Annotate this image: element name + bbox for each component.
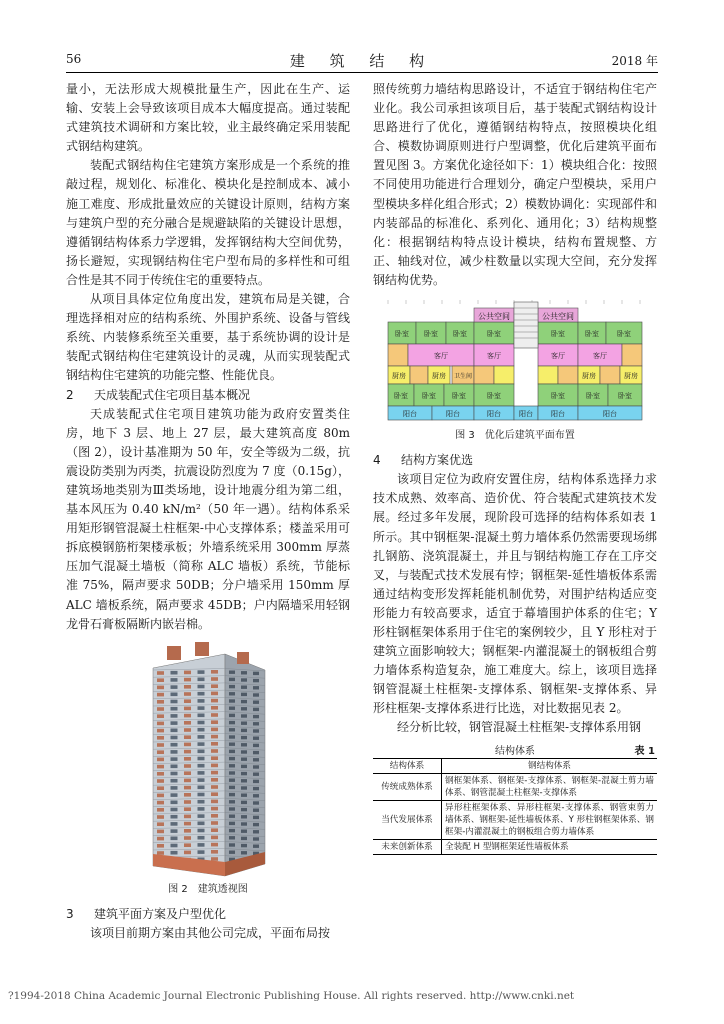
plan-room-label: 厨房	[582, 372, 596, 381]
table-title-text: 结构体系	[495, 745, 535, 757]
plan-room-label: 卧室	[586, 392, 600, 401]
left-column	[66, 80, 350, 943]
floor-plan-figure	[382, 298, 648, 426]
paragraph: 照传统剪力墙结构思路设计，不适宜于钢结构住宅产业化。我公司承担该项目后，基于装配式钢结构设计思路进行了优化，遵循钢结构特点，按照模块化组合、模数协调原则进行户型调整，优化后建筑平面布置见图 3。方案优化途径如下：1）模块组合化：按照不同使用功能进行合理划分，确定户型模块，采用户型模块多样化组合形式；2）模数协调化：实现部件和内装部品的标准化、系列化、通用化；3）结构规整化：根据钢结构特点设计模块，结构布置规整、方正、轴线对位，减少柱数量以实现大空间，充分发挥钢结构优势。	[373, 82, 657, 287]
plan-room-label: 卧室	[424, 330, 438, 339]
plan-room-label: 客厅	[434, 352, 448, 361]
figure-2-caption: 图 2 建筑透视图	[168, 883, 248, 895]
paragraph: 经分析比较，钢管混凝土柱框架-支撑体系用钢	[397, 720, 642, 735]
table-row	[373, 839, 657, 854]
paragraph: 装配式钢结构住宅建筑方案形成是一个系统的推敲过程，规划化、标准化、模块化是控制成本、减小施工难度、形成批量效应的关键设计原则，结构方案与建筑户型的充分融合是规避缺陷的关键设计思想，遵循钢结构体系力学逻辑，发挥钢结构大空间优势，扬长避短，实现钢结构住宅户型布局的多样性和可组合性是其不同于传统住宅的重要特点。	[66, 158, 350, 287]
copyright-footer: ?1994-2018 China Academic Journal Electronic Publishing House. All rights reserved. http://www.cnki.net	[8, 990, 575, 1002]
building-perspective-figure	[133, 640, 283, 880]
plan-room-label: 卧室	[551, 330, 565, 339]
plan-room-label: 卧室	[585, 330, 599, 339]
plan-room-label: 卧室	[617, 330, 631, 339]
journal-title: 建 筑 结 构	[289, 52, 435, 70]
table-row	[373, 773, 657, 800]
table-cell: 异形柱框架体系、异形柱框架-支撑体系、钢管束剪力墙体系、钢框架-延性墙板体系、Y 形柱钢框架体系、钢框架-内灌混凝土的钢板组合剪力墙体系	[442, 800, 658, 839]
plan-room-label: 阳台	[603, 410, 617, 419]
table-cell: 传统成熟体系	[373, 773, 442, 800]
plan-room-label: 厨房	[392, 372, 406, 381]
plan-room-label: 客厅	[487, 352, 501, 361]
table-row	[373, 800, 657, 839]
plan-room-label: 阳台	[551, 410, 565, 419]
section-heading-4: 4 结构方案优选	[373, 453, 474, 468]
table-cell: 全装配 H 型钢框架延性墙板体系	[442, 839, 658, 854]
plan-label-public: 公共空间	[478, 312, 510, 322]
plan-room-label: 客厅	[551, 352, 565, 361]
table-header-cell: 钢结构体系	[442, 758, 658, 773]
plan-room-label: 阳台	[446, 410, 460, 419]
header-rule	[66, 72, 658, 73]
plan-room-label: 厨房	[432, 372, 446, 381]
plan-room-label: 卧室	[487, 330, 501, 339]
paragraph: 天成装配式住宅项目建筑功能为政府安置类住房，地下 3 层、地上 27 层，最大建筑高度 80m（图 2），设计基准期为 50 年，安全等级为二级，抗震设防类别为丙类，抗震设防烈度为 7 度（0.15g），建筑场地类别为Ⅲ类场地，设计地震分组为第二组，基本风压为 0.40 kN/m²（50 年一遇）。结构体系采用矩形钢管混凝土柱框架-中心支撑体系；楼盖采用可拆底模钢筋桁架楼承板；外墙系统采用 300mm 厚蒸压加气混凝土墙板（简称 ALC 墙板）系统，节能标准 75%，隔声要求 50DB；分户墙采用 150mm 厚 ALC 墙板系统，隔声要求 45DB；户内隔墙采用轻钢龙骨石膏板隔断内嵌岩棉。	[66, 406, 350, 631]
plan-room-label: 阳台	[519, 410, 533, 419]
table-cell: 未来创新体系	[373, 839, 442, 854]
plan-room-label: 卧室	[487, 392, 501, 401]
running-header	[66, 52, 658, 70]
paragraph: 从项目具体定位角度出发，建筑布局是关键，合理选择相对应的结构系统、外围护系统、设备与管线系统、内装修系统至关重要，基于系统协调的设计是装配式钢结构住宅建筑设计的灵魂，从而实现装配式钢结构住宅建筑的功能完整、性能优良。	[66, 292, 350, 383]
section-heading-3: 3 建筑平面方案及户型优化	[66, 906, 227, 921]
paragraph: 该项目定位为政府安置住房，结构体系选择力求技术成熟、效率高、造价优、符合装配式建筑技术发展。经过多年发展，现阶段可选择的结构体系如表 1 所示。其中钢框架-混凝土剪力墙体系仍然需要现场绑扎钢筋、浇筑混凝土，并且与钢结构施工存在工序交叉，与装配式技术发展有悖；钢框架-延性墙板体系需通过结构变形发挥耗能机制优势，对围护结构适应变形能力有较高要求，适宜于幕墙围护体系的住宅；Y 形柱钢框架体系用于住宅的案例较少，且 Y 形柱对于建筑立面影响较大；钢框架-内灌混凝土的钢板组合剪力墙体系构造复杂，施工难度大。综上，该项目选择钢管混凝土柱框架-支撑体系、钢框架-支撑体系、异形柱框架-支撑体系进行比选，对比数据见表 2。	[373, 472, 657, 716]
issue-year: 2018 年	[611, 54, 658, 68]
paragraph: 量小，无法形成大规模批量生产，因此在生产、运输、安装上会导致该项目成本大幅度提高。通过装配式建筑技术调研和方案比较，业主最终确定采用装配式钢结构建筑。	[66, 82, 350, 154]
table-cell: 当代发展体系	[373, 800, 442, 839]
page-number: 56	[66, 52, 82, 66]
plan-room-label: 卧室	[453, 330, 467, 339]
plan-room-label: 厨房	[624, 372, 638, 381]
plan-label-public: 公共空间	[542, 312, 574, 322]
figure-3-caption: 图 3 优化后建筑平面布置	[455, 430, 575, 442]
structure-system-table	[373, 758, 657, 855]
plan-room-label: 阳台	[487, 410, 501, 419]
table-cell: 钢框架体系、钢框架-支撑体系、钢框架-混凝土剪力墙体系、钢管混凝土柱框架-支撑体系	[442, 773, 658, 800]
plan-room-label: 卧室	[422, 392, 436, 401]
plan-room-label: 卫生间	[453, 373, 473, 381]
right-column	[373, 80, 657, 855]
section-heading-2: 2 天成装配式住宅项目基本概况	[66, 387, 251, 402]
paragraph: 该项目前期方案由其他公司完成，平面布局按	[90, 925, 331, 940]
plan-room-label: 卧室	[394, 392, 408, 401]
plan-room-label: 卧室	[395, 330, 409, 339]
plan-room-label: 卧室	[452, 392, 466, 401]
plan-room-label: 卧室	[551, 392, 565, 401]
table-number: 表 1	[634, 745, 655, 757]
table-header-cell: 结构体系	[373, 758, 442, 773]
plan-room-label: 客厅	[593, 352, 607, 361]
plan-room-label: 阳台	[403, 410, 417, 419]
table-1-title	[373, 742, 657, 758]
plan-room-label: 卧室	[618, 392, 632, 401]
